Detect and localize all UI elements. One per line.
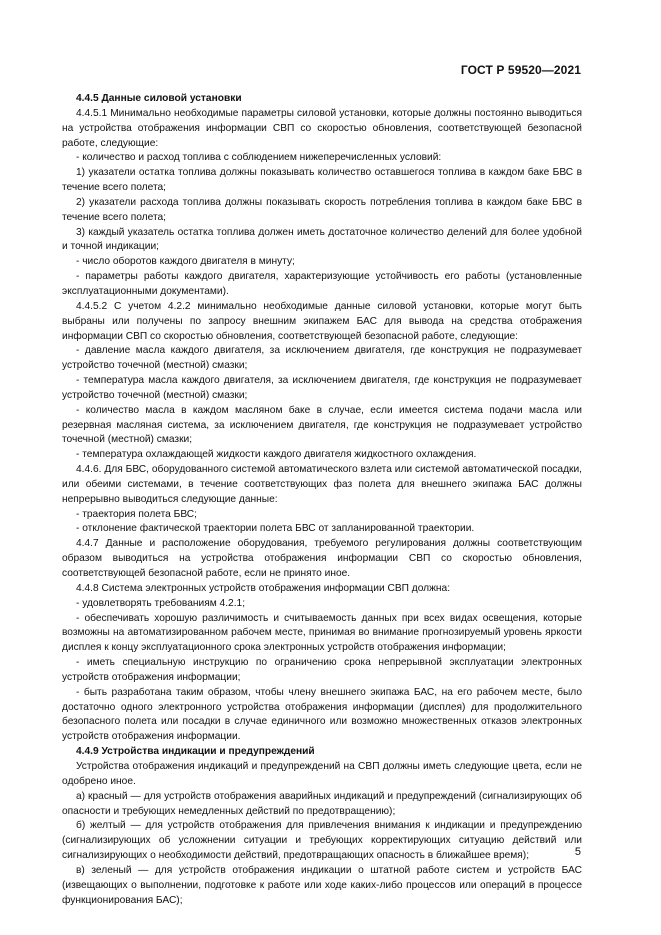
document-header: ГОСТ Р 59520—2021 — [460, 63, 581, 77]
paragraph: - количество и расход топлива с соблюдением нижеперечисленных условий: — [76, 152, 442, 164]
paragraph: б) желтый — для устройств отображения для привлечения внимания к индикации и предупреждению (сигнализирующих об усложнении ситуации и требующих корректирующих ситуацию действий или сигнализирующих о необходимости действий, предотвращающих опасность в ближайшее время); — [62, 820, 582, 862]
paragraph: 4.4.8 Система электронных устройств отображения информации СВП должна: — [76, 582, 451, 594]
paragraph: Устройства отображения индикаций и предупреждений на СВП должны иметь следующие цвета, если не одобрено иное. — [62, 760, 582, 787]
paragraph: в) зеленый — для устройств отображения индикации о штатной работе систем и устройств БАС (извещающих о выполнении, подготовке к работе или ходе каких-либо процессов или операций в процессе функционирования БАС); — [62, 864, 582, 906]
paragraph: 2) указатели расхода топлива должны показывать скорость потребления топлива в каждом баке БВС в течение всего полета; — [62, 196, 582, 223]
paragraph: - иметь специальную инструкцию по ограничению срока непрерывной эксплуатации электронных устройств отображения информации; — [62, 657, 582, 683]
paragraph: 4.4.5.2 С учетом 4.2.2 минимально необходимые данные силовой установки, которые могут быть выбраны или получены по запросу внешним экипажем БАС для вывода на средства отображения информации СВП со скоростью обновления, соответствующей безопасной работе, следующие: — [62, 300, 582, 342]
paragraph: - температура масла каждого двигателя, за исключением двигателя, где конструкция не подразумевает устройство точечной (местной) смазки; — [62, 375, 582, 401]
page-body — [62, 92, 582, 908]
paragraph: - количество масла в каждом масляном баке в случае, если имеется система подачи масла или резервная масляная система, за исключением двигателя, где конструкция не подразумевает устройство точечной (местной) смазки; — [62, 404, 582, 446]
paragraph: 4.4.7 Данные и расположение оборудования, требуемого регулирования должны соответствующим образом выводиться на устройства отображения информации СВП со скоростью обновления, соответствующей безопасной работе, если не принято иное. — [62, 538, 582, 579]
paragraph: 4.4.5.1 Минимально необходимые параметры силовой установки, которые должны постоянно выводиться на устройства отображения информации СВП со скоростью обновления, соответствующей безопасной работе, следующие: — [62, 107, 582, 149]
paragraph: 3) каждый указатель остатка топлива должен иметь достаточное количество делений для более удобной и точной индикации; — [62, 226, 582, 253]
paragraph: - температура охлаждающей жидкости каждого двигателя жидкостного охлаждения. — [76, 449, 477, 461]
paragraph: - отклонение фактической траектории полета БВС от запланированной траектории. — [76, 523, 475, 535]
paragraph: - число оборотов каждого двигателя в минуту; — [76, 256, 295, 268]
section-heading: 4.4.5 Данные силовой установки — [76, 93, 242, 104]
paragraph: - удовлетворять требованиям 4.2.1; — [76, 597, 246, 609]
paragraph: 1) указатели остатка топлива должны показывать количество оставшегося топлива в каждом баке БВС в течение всего полета; — [62, 167, 582, 194]
paragraph: - параметры работы каждого двигателя, характеризующие устойчивость его работы (установленные эксплуатационными документами). — [62, 271, 582, 297]
paragraph: 4.4.6. Для БВС, оборудованного системой автоматического взлета или системой автоматической посадки, или обеими системами, в течение соответствующих фаз полета для внешнего экипажа БАС должны непрерывно выводиться следующие данные: — [62, 464, 582, 505]
paragraph: - быть разработана таким образом, чтобы члену внешнего экипажа БАС, на его рабочем месте, было достаточно одного электронного устройства отображения информации (дисплея) для продолжительного безопасного полета или посадки в случае единичного или возможно множественных отказов электронных устройств отображения информации. — [62, 686, 582, 743]
section-heading: 4.4.9 Устройства индикации и предупреждений — [76, 746, 315, 758]
paragraph: - давление масла каждого двигателя, за исключением двигателя, где конструкция не подразумевает устройство точечной (местной) смазки; — [62, 345, 582, 372]
paragraph: - обеспечивать хорошую различимость и считываемость данных при всех видах освещения, которые возможны на автоматизированном рабочем месте, принимая во внимание прогнозируемый уровень яркости дисплея к концу эксплуатационного срока электронных устройств отображения информации; — [62, 612, 582, 654]
paragraph: - траектория полета БВС; — [76, 508, 197, 520]
paragraph: а) красный — для устройств отображения аварийных индикаций и предупреждений (сигнализирующих об опасности и требующих немедленных действий по предотвращению); — [62, 790, 582, 817]
page-number: 5 — [574, 846, 581, 858]
